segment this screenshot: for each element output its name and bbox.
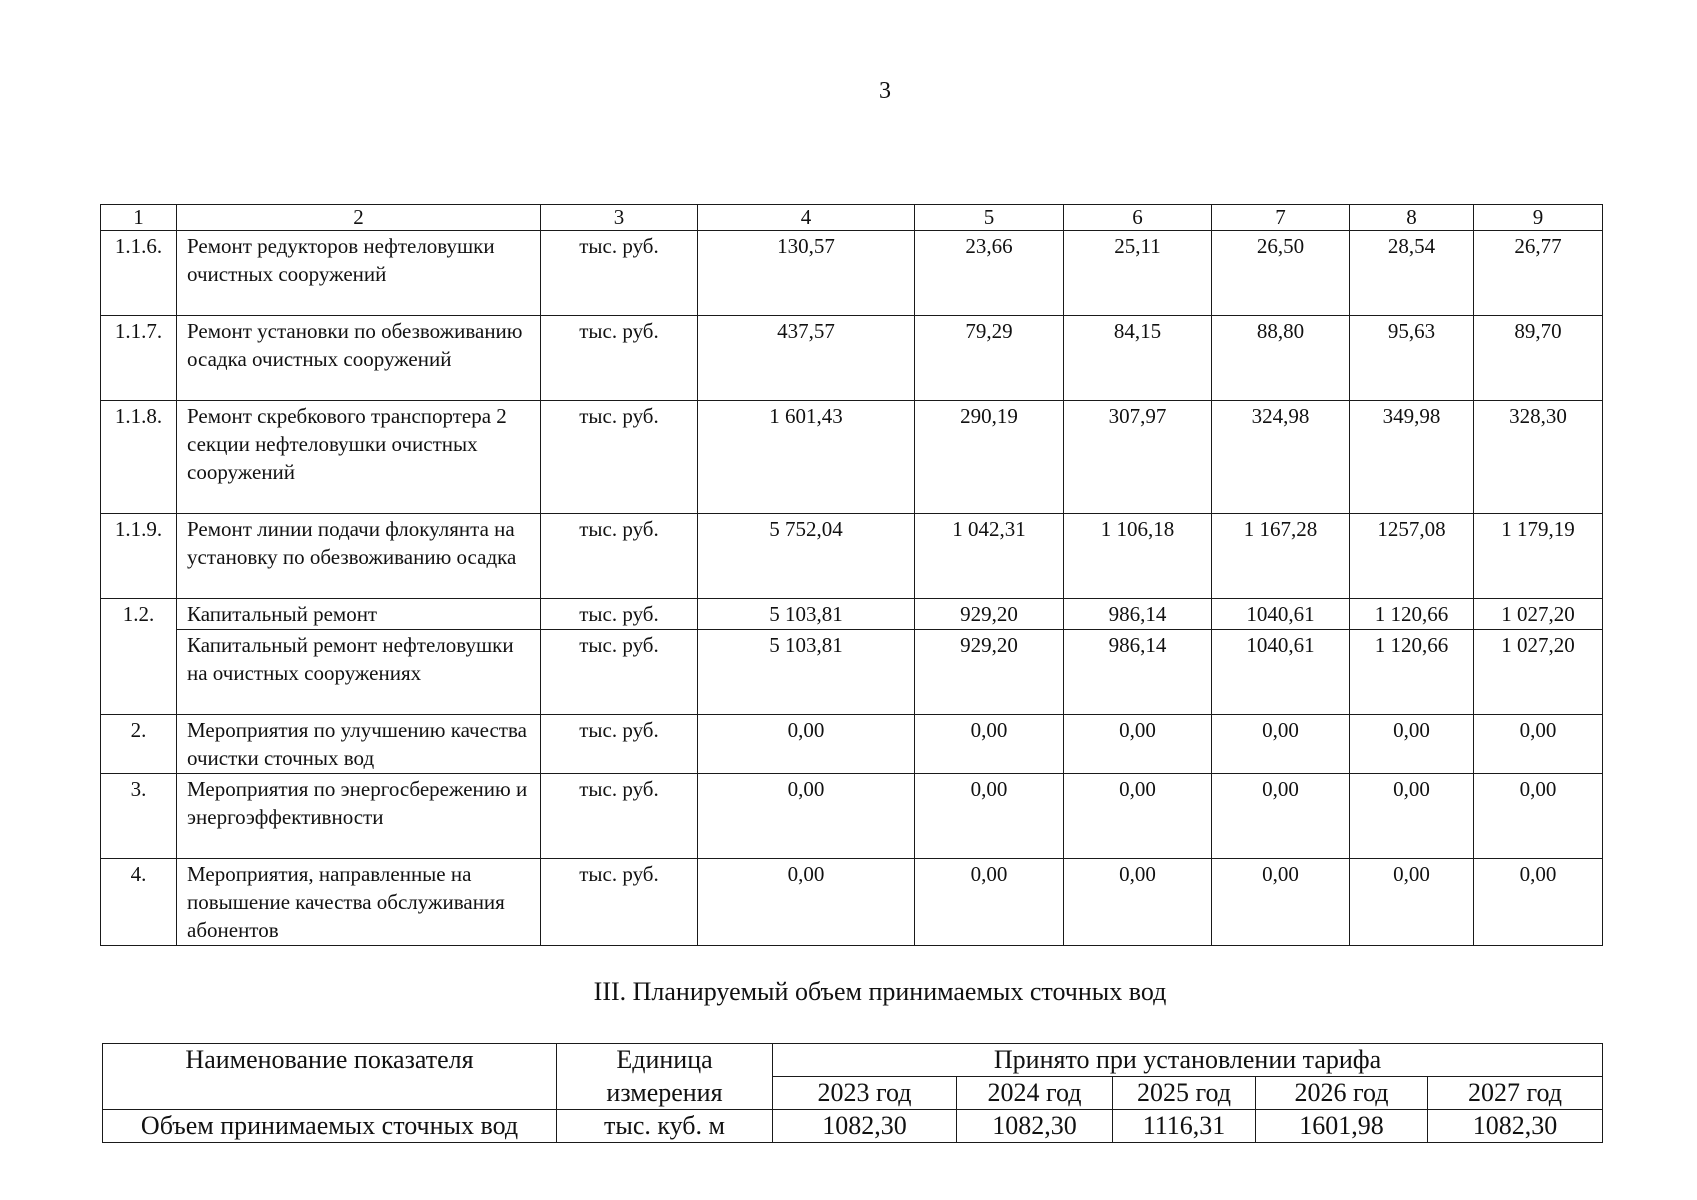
- row-number: 3.: [101, 774, 177, 859]
- cost-table: [100, 204, 1603, 946]
- row-value: 130,57: [698, 231, 915, 316]
- row-value: 0,00: [1212, 859, 1350, 946]
- column-header: 3: [541, 205, 698, 231]
- row-value: 1 167,28: [1212, 514, 1350, 599]
- row-value: 0,00: [1064, 774, 1212, 859]
- row-name: Мероприятия по энергосбережению и энергоэффективности: [177, 774, 541, 859]
- year-value: 1116,31: [1113, 1110, 1256, 1143]
- row-value: 84,15: [1064, 316, 1212, 401]
- page-number: 3: [879, 78, 891, 104]
- column-header: 5: [915, 205, 1064, 231]
- row-unit: тыс. руб.: [541, 774, 698, 859]
- column-header: 8: [1350, 205, 1474, 231]
- row-value: 307,97: [1064, 401, 1212, 514]
- column-header: 6: [1064, 205, 1212, 231]
- row-value: 0,00: [1474, 774, 1603, 859]
- row-value: 88,80: [1212, 316, 1350, 401]
- row-value: 0,00: [915, 859, 1064, 946]
- year-value: 1082,30: [773, 1110, 957, 1143]
- year-header: 2023 год: [773, 1077, 957, 1110]
- row-value: 5 752,04: [698, 514, 915, 599]
- indicator-name: Объем принимаемых сточных вод: [103, 1110, 557, 1143]
- row-value: 0,00: [915, 715, 1064, 774]
- row-value: 1257,08: [1350, 514, 1474, 599]
- row-value: 1 042,31: [915, 514, 1064, 599]
- row-number: 4.: [101, 859, 177, 946]
- row-name: Мероприятия, направленные на повышение качества обслуживания абонентов: [177, 859, 541, 946]
- indicator-unit: тыс. куб. м: [557, 1110, 773, 1143]
- row-value: 0,00: [1212, 774, 1350, 859]
- row-unit: тыс. руб.: [541, 715, 698, 774]
- row-value: 0,00: [698, 715, 915, 774]
- table-row: [101, 316, 1603, 401]
- row-value: 23,66: [915, 231, 1064, 316]
- year-header: 2027 год: [1428, 1077, 1603, 1110]
- row-value: 1 120,66: [1350, 630, 1474, 715]
- row-value: 79,29: [915, 316, 1064, 401]
- row-value: 25,11: [1064, 231, 1212, 316]
- row-value: 0,00: [1474, 859, 1603, 946]
- row-value: 929,20: [915, 630, 1064, 715]
- table-row: [101, 859, 1603, 946]
- year-value: 1601,98: [1256, 1110, 1428, 1143]
- year-value: 1082,30: [957, 1110, 1113, 1143]
- row-name: Ремонт установки по обезвоживанию осадка очистных сооружений: [177, 316, 541, 401]
- unit-header-line1: Единица: [557, 1044, 773, 1077]
- row-value: 0,00: [1350, 715, 1474, 774]
- row-value: 0,00: [1474, 715, 1603, 774]
- row-name: Мероприятия по улучшению качества очистки сточных вод: [177, 715, 541, 774]
- row-value: 1 120,66: [1350, 599, 1474, 630]
- row-value: 26,50: [1212, 231, 1350, 316]
- column-header: 2: [177, 205, 541, 231]
- row-value: 290,19: [915, 401, 1064, 514]
- row-unit: тыс. руб.: [541, 859, 698, 946]
- row-name: Капитальный ремонт нефтеловушки на очистных сооружениях: [177, 630, 541, 715]
- row-value: 1 179,19: [1474, 514, 1603, 599]
- row-value: 929,20: [915, 599, 1064, 630]
- row-value: 1 027,20: [1474, 630, 1603, 715]
- row-name: Ремонт редукторов нефтеловушки очистных сооружений: [177, 231, 541, 316]
- row-value: 95,63: [1350, 316, 1474, 401]
- volume-header-row: [103, 1044, 1603, 1077]
- table-row: [101, 715, 1603, 774]
- row-value: 1040,61: [1212, 599, 1350, 630]
- row-name: Ремонт скребкового транспортера 2 секции нефтеловушки очистных сооружений: [177, 401, 541, 514]
- row-name: Ремонт линии подачи флокулянта на установку по обезвоживанию осадка: [177, 514, 541, 599]
- row-unit: тыс. руб.: [541, 630, 698, 715]
- table-row: [101, 630, 1603, 715]
- row-value: 0,00: [1064, 859, 1212, 946]
- row-value: 0,00: [1064, 715, 1212, 774]
- row-value: 1 106,18: [1064, 514, 1212, 599]
- row-unit: тыс. руб.: [541, 599, 698, 630]
- row-name: Капитальный ремонт: [177, 599, 541, 630]
- row-value: 0,00: [1350, 859, 1474, 946]
- row-value: 1 601,43: [698, 401, 915, 514]
- year-header: 2026 год: [1256, 1077, 1428, 1110]
- row-value: 26,77: [1474, 231, 1603, 316]
- row-number: 1.1.6.: [101, 231, 177, 316]
- row-value: 349,98: [1350, 401, 1474, 514]
- row-value: 0,00: [698, 774, 915, 859]
- row-number: 2.: [101, 715, 177, 774]
- row-value: 28,54: [1350, 231, 1474, 316]
- column-header: 1: [101, 205, 177, 231]
- column-number-row: [101, 205, 1603, 231]
- row-unit: тыс. руб.: [541, 231, 698, 316]
- year-value: 1082,30: [1428, 1110, 1603, 1143]
- row-value: 324,98: [1212, 401, 1350, 514]
- table-row: [101, 401, 1603, 514]
- row-value: 0,00: [1212, 715, 1350, 774]
- row-value: 0,00: [915, 774, 1064, 859]
- row-value: 0,00: [698, 859, 915, 946]
- row-value: 1040,61: [1212, 630, 1350, 715]
- indicator-name-header: Наименование показателя: [103, 1044, 557, 1110]
- row-unit: тыс. руб.: [541, 316, 698, 401]
- row-value: 1 027,20: [1474, 599, 1603, 630]
- row-value: 986,14: [1064, 599, 1212, 630]
- table-row: [101, 231, 1603, 316]
- section-title: III. Планируемый объем принимаемых сточных вод: [593, 977, 1167, 1006]
- row-value: 5 103,81: [698, 599, 915, 630]
- row-value: 89,70: [1474, 316, 1603, 401]
- row-number: [101, 630, 177, 715]
- row-number: 1.2.: [101, 599, 177, 630]
- row-number: 1.1.9.: [101, 514, 177, 599]
- column-header: 7: [1212, 205, 1350, 231]
- year-header: 2025 год: [1113, 1077, 1256, 1110]
- row-value: 437,57: [698, 316, 915, 401]
- row-unit: тыс. руб.: [541, 514, 698, 599]
- row-number: 1.1.7.: [101, 316, 177, 401]
- table-row: [101, 599, 1603, 630]
- row-value: 0,00: [1350, 774, 1474, 859]
- tariff-group-header: Принято при установлении тарифа: [773, 1044, 1603, 1077]
- row-unit: тыс. руб.: [541, 401, 698, 514]
- row-value: 5 103,81: [698, 630, 915, 715]
- volume-data-row: [103, 1110, 1603, 1143]
- year-header: 2024 год: [957, 1077, 1113, 1110]
- column-header: 9: [1474, 205, 1603, 231]
- table-row: [101, 514, 1603, 599]
- row-value: 986,14: [1064, 630, 1212, 715]
- column-header: 4: [698, 205, 915, 231]
- volume-table: [102, 1043, 1603, 1143]
- unit-header-line2: измерения: [557, 1077, 773, 1110]
- table-row: [101, 774, 1603, 859]
- row-value: 328,30: [1474, 401, 1603, 514]
- row-number: 1.1.8.: [101, 401, 177, 514]
